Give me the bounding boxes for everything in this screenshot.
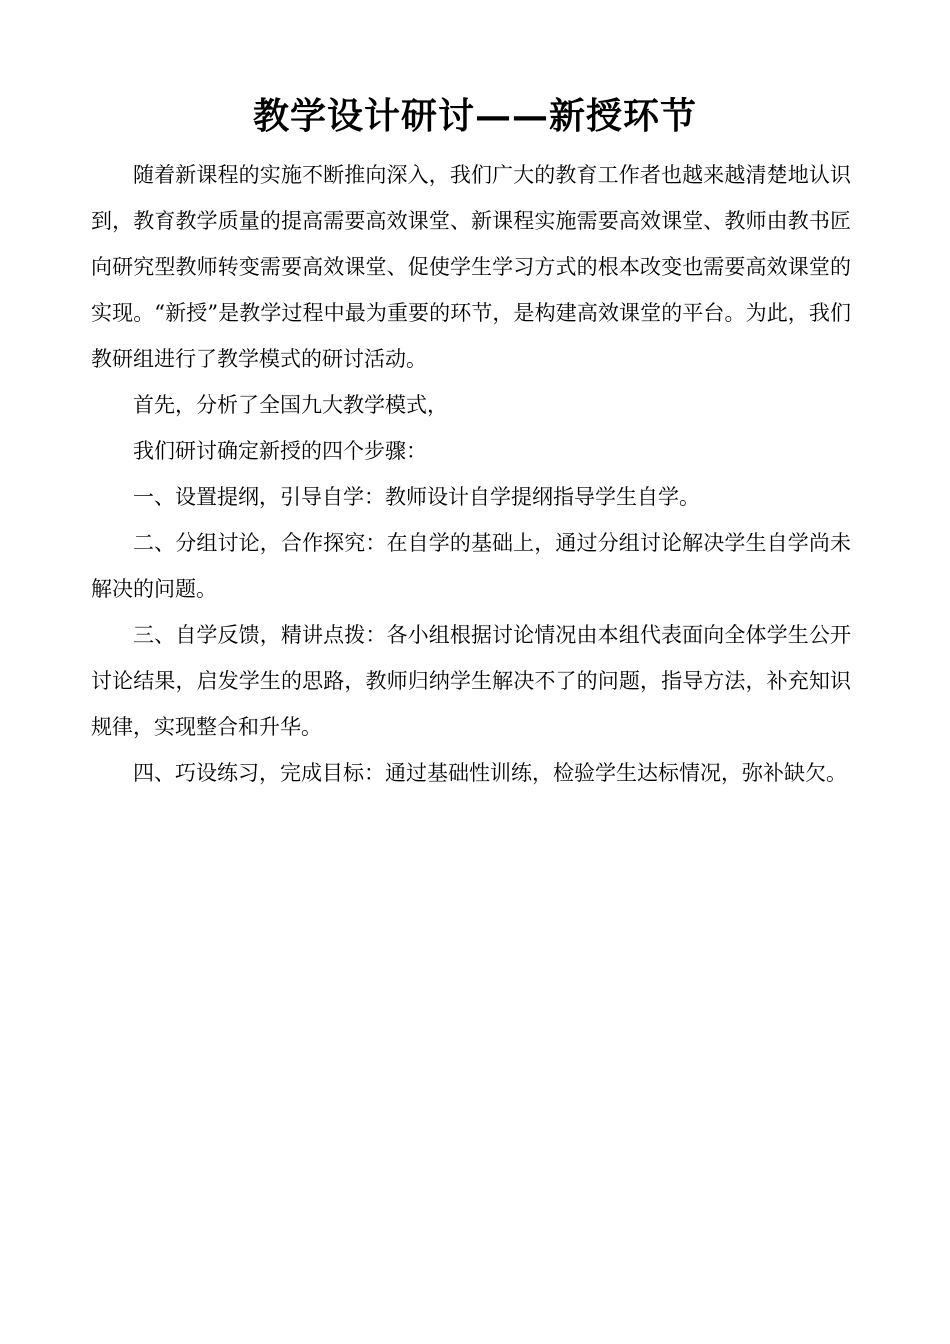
document-title: 教学设计研讨——新授环节 bbox=[252, 95, 697, 137]
paragraph-analysis: 首先，分析了全国九大教学模式， bbox=[133, 393, 448, 417]
paragraph-step-1: 一、设置提纲，引导自学：教师设计自学提纲指导学生自学。 bbox=[133, 485, 700, 509]
paragraph-intro: 随着新课程的实施不断推向深入，我们广大的教育工作者也越来越清楚地认识到，教育教学质量的提高需要高效课堂、新课程实施需要高效课堂、教师由教书匠向研究型教师转变需要高效课堂、促使学生学习方式的根本改变也需要高效课堂的实现。“新授”是教学过程中最为重要的环节，是构建高效课堂的平台。为此，我们教研组进行了教学模式的研讨活动。 bbox=[91, 163, 851, 371]
paragraph-step-3: 三、自学反馈，精讲点拨：各小组根据讨论情况由本组代表面向全体学生公开讨论结果，启发学生的思路，教师归纳学生解决不了的问题，指导方法，补充知识规律，实现整合和升华。 bbox=[91, 623, 851, 739]
document-body bbox=[91, 152, 851, 796]
paragraph-step-4: 四、巧设练习，完成目标：通过基础性训练，检验学生达标情况，弥补缺欠。 bbox=[133, 761, 847, 785]
paragraph-step-2: 二、分组讨论，合作探究：在自学的基础上，通过分组讨论解决学生自学尚未解决的问题。 bbox=[91, 531, 851, 601]
paragraph-steps-intro: 我们研讨确定新授的四个步骤： bbox=[133, 439, 427, 463]
